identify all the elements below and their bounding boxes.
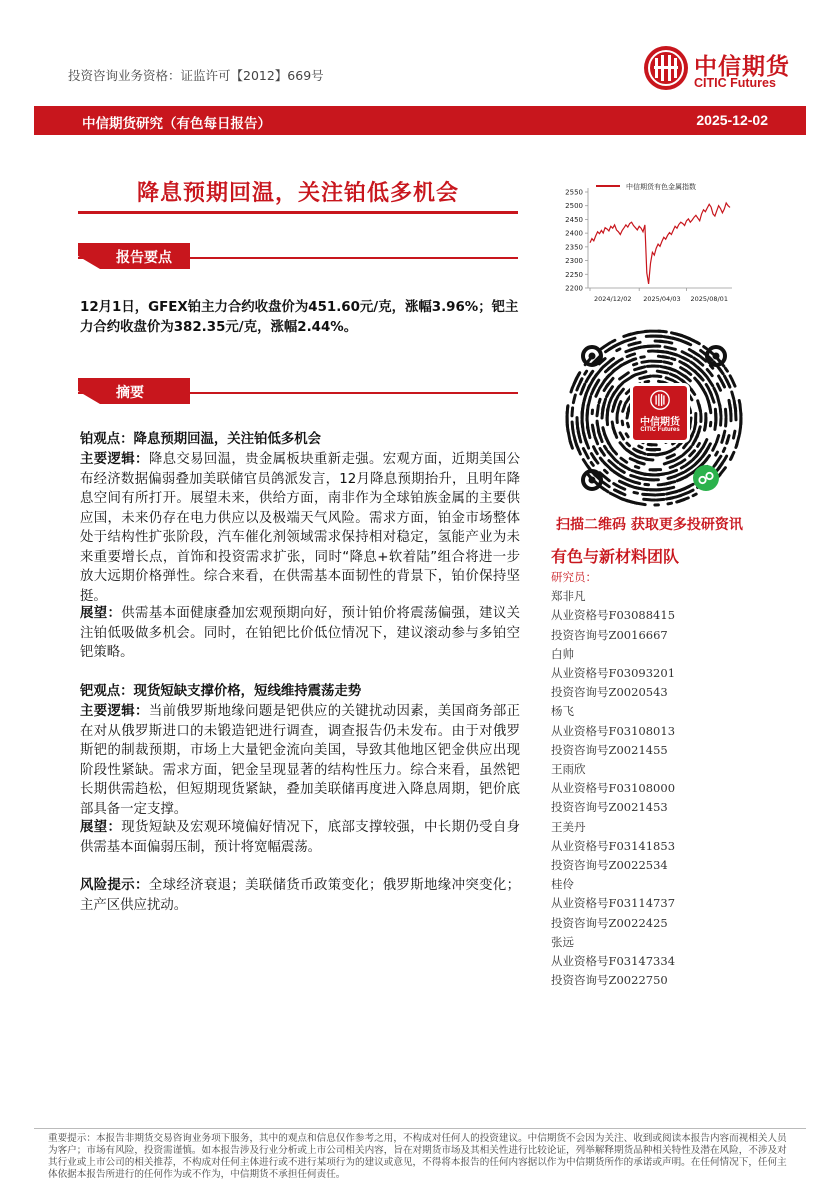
qr-module — [669, 498, 673, 499]
palladium-outlook-label: 展望： — [80, 820, 121, 835]
platinum-view-heading: 铂观点：降息预期回温，关注铂低多机会 — [80, 430, 520, 450]
qr-module — [617, 407, 619, 414]
qr-module — [639, 446, 642, 448]
qr-module — [690, 451, 695, 456]
key-points-label: 报告要点 — [116, 247, 172, 267]
qr-module — [641, 357, 645, 358]
palladium-logic-label: 主要逻辑： — [80, 704, 149, 719]
qr-module — [677, 501, 680, 502]
researcher-name: 杨飞 — [551, 702, 675, 721]
qr-module — [713, 444, 716, 450]
researcher-advisory: 投资咨询号Z0021455 — [551, 741, 675, 760]
chart-y-tick-label: 2200 — [565, 285, 583, 293]
researcher-name: 王美丹 — [551, 818, 675, 837]
qr-module — [693, 494, 696, 496]
qr-module — [596, 390, 599, 396]
researcher-cert: 从业资格号F03088415 — [551, 606, 675, 625]
qr-module — [704, 452, 706, 455]
qr-module — [705, 427, 706, 430]
chart-legend-label: 中信期货有色金属指数 — [626, 182, 696, 191]
qr-module — [600, 449, 602, 452]
qr-module — [663, 331, 667, 332]
team-name: 有色与新材料团队 — [551, 544, 679, 567]
qr-module — [585, 371, 587, 374]
qr-module — [594, 447, 596, 450]
qr-module — [628, 423, 629, 427]
chart-y-tick-label: 2250 — [565, 271, 583, 279]
qr-module — [682, 352, 691, 357]
platinum-logic-text: 降息交易回温，贵金属板块重新走强。宏观方面，近期美国公布经济数据偏弱叠加美联储官员鸽派发言，12月降息预期抬升，且明年降息空间有所打开。展望未来，供给方面，南非作为全球铂族金属的主要供应国，未来仍存在电力供应以及极端天气风险。需求方面，铂金市场整体处于结构性扩张阶段，汽车催化剂领域需求保持相对稳定，氢能产业为未来重要增长点，首饰和投资需求扩张，同时“降息+软着陆”组合将进一步放大远期价格弹性。综合来看，在供需基本面韧性的背景下，铂价保持坚挺。 — [80, 452, 520, 604]
qr-module — [668, 363, 671, 364]
qr-module — [657, 494, 664, 495]
qr-module — [611, 359, 614, 361]
qr-module — [602, 359, 605, 361]
researcher-advisory: 投资咨询号Z0022750 — [551, 971, 675, 990]
risk-text: 全球经济衰退；美联储货币政策变化；俄罗斯地缘冲突变化；主产区供应扰动。 — [80, 878, 520, 913]
qr-module — [645, 381, 649, 382]
qr-module — [731, 456, 733, 459]
qr-finder-pattern — [589, 353, 596, 360]
qr-module — [630, 459, 640, 463]
qr-module — [647, 449, 651, 450]
qr-module — [644, 499, 651, 500]
qr-module — [693, 455, 698, 460]
logo-english-text: CITIC Futures — [694, 76, 776, 90]
platinum-logic-label: 主要逻辑： — [80, 452, 149, 467]
qr-module — [622, 421, 623, 425]
qr-module — [597, 405, 598, 416]
qr-module — [620, 373, 629, 379]
qr-module — [668, 478, 672, 479]
qr-module — [681, 466, 684, 468]
report-title: 降息预期回温，关注铂低多机会 — [78, 176, 518, 207]
qr-module — [701, 377, 703, 380]
palladium-outlook-text: 现货短缺及宏观环境偏好情况下，底部支撑较强，中长期仍受自身供需基本面偏弱压制，预计将宽幅震荡。 — [80, 820, 520, 855]
researcher-cert: 从业资格号F03093201 — [551, 664, 675, 683]
qr-module — [668, 342, 672, 343]
mini-program-icon — [693, 465, 719, 491]
qr-module — [620, 481, 626, 484]
qr-module — [688, 372, 691, 374]
researcher-cert: 从业资格号F03114737 — [551, 894, 675, 913]
qr-module — [676, 456, 682, 460]
logo-chinese-text: 中信期货 — [694, 48, 790, 81]
footer-divider — [34, 1128, 806, 1129]
summary-label: 摘要 — [116, 382, 144, 402]
report-series-label: 中信期货研究（有色每日报告） — [82, 112, 271, 132]
qr-module — [574, 435, 576, 442]
qr-module — [683, 358, 686, 360]
qr-module — [627, 443, 630, 446]
palladium-outlook-paragraph — [80, 818, 520, 857]
qr-module — [693, 352, 699, 356]
qr-module — [578, 373, 580, 376]
qr-module — [734, 431, 735, 438]
qr-module — [619, 359, 622, 361]
platinum-outlook-label: 展望： — [80, 606, 121, 621]
researcher-cert: 从业资格号F03147334 — [551, 952, 675, 971]
qr-module — [711, 352, 714, 354]
qr-module — [567, 406, 568, 410]
qr-module — [670, 466, 673, 467]
qr-module — [605, 470, 608, 472]
qr-module — [736, 409, 737, 420]
researcher-advisory: 投资咨询号Z0022425 — [551, 914, 675, 933]
researcher-name: 张远 — [551, 933, 675, 952]
qr-module — [664, 460, 674, 464]
qr-module — [690, 397, 692, 400]
chart-y-tick-label: 2350 — [565, 243, 583, 251]
qr-module — [725, 368, 727, 371]
chart-x-tick-label: 2025/04/03 — [643, 295, 680, 303]
chart-y-tick-label: 2400 — [565, 230, 583, 238]
citic-logo-icon — [649, 389, 671, 411]
researcher-cert: 从业资格号F03108000 — [551, 779, 675, 798]
qr-module — [618, 468, 621, 470]
qr-module — [670, 353, 677, 355]
chart-series-line — [590, 203, 730, 284]
qr-module — [600, 458, 602, 461]
qr-module — [582, 387, 583, 390]
qr-module — [644, 376, 651, 377]
qr-module — [723, 448, 725, 451]
qr-module — [717, 436, 719, 443]
qr-module — [619, 389, 623, 395]
qr-module — [631, 475, 641, 478]
qr-module — [591, 463, 593, 466]
qr-module — [615, 396, 618, 402]
chart-y-tick-label: 2300 — [565, 257, 583, 265]
qr-center-cn: 中信期货 — [633, 413, 687, 428]
researcher-name: 王雨欣 — [551, 760, 675, 779]
qr-module — [680, 478, 683, 480]
qr-module — [697, 361, 702, 366]
qr-module — [720, 409, 721, 416]
palladium-logic-paragraph — [80, 702, 520, 819]
qr-module — [668, 503, 672, 504]
citic-logo-icon — [642, 44, 690, 92]
qr-module — [632, 359, 635, 360]
qr-module — [639, 367, 642, 368]
qr-module — [608, 405, 610, 412]
qr-center-logo — [630, 383, 690, 443]
qr-module — [672, 359, 675, 360]
qr-module — [710, 373, 712, 376]
researcher-name: 桂伶 — [551, 875, 675, 894]
qr-module — [591, 371, 593, 374]
qr-module — [690, 409, 691, 413]
qr-module — [648, 444, 652, 445]
qr-module — [729, 384, 730, 387]
qr-module — [727, 440, 728, 443]
qr-module — [623, 466, 626, 468]
qr-module — [620, 433, 623, 439]
qr-module — [599, 399, 600, 402]
researcher-name: 白帅 — [551, 645, 675, 664]
chart-y-tick-label: 2500 — [565, 202, 583, 210]
qr-module — [620, 443, 625, 448]
qr-module — [670, 470, 677, 472]
qr-module — [633, 342, 640, 344]
qr-module — [732, 392, 734, 399]
researcher-cert: 从业资格号F03108013 — [551, 722, 675, 741]
qr-module — [722, 436, 724, 443]
qr-module — [715, 422, 716, 429]
qr-module — [726, 409, 727, 416]
qr-module — [626, 434, 628, 437]
qr-module — [685, 342, 688, 343]
qr-module — [683, 450, 688, 455]
qr-module — [612, 340, 615, 342]
qr-module — [588, 397, 591, 407]
risk-paragraph — [80, 876, 520, 915]
qr-module — [636, 372, 646, 375]
qr-module — [603, 399, 606, 409]
researcher-cert: 从业资格号F03141853 — [551, 837, 675, 856]
qr-module — [626, 449, 632, 453]
qr-module — [666, 378, 673, 381]
qr-module — [631, 354, 634, 355]
qr-module — [574, 395, 575, 398]
mini-program-glyph-icon — [693, 465, 719, 491]
qr-finder-pattern — [713, 353, 720, 360]
qr-module — [685, 468, 691, 472]
chart-y-tick-label: 2450 — [565, 216, 583, 224]
researcher-advisory: 投资咨询号Z0021453 — [551, 798, 675, 817]
qr-module — [667, 492, 677, 495]
qr-module — [660, 341, 667, 342]
qr-module — [696, 342, 699, 344]
palladium-logic-text: 当前俄罗斯地缘问题是钯供应的关键扰动因素，美国商务部正在对从俄罗斯进口的未锻造钯进行调查，调查报告仍未发布。由于对俄罗斯钯的制裁预期，市场上大量钯金流向美国，导致其他地区钯金供应出现阶段性紧缺。需求方面，钯金呈现显著的结构性压力。综合来看，虽然钯长期供需趋松，但短期现货紧缺，叠加美联储再度进入降息周期，钯价底部具备一定支撑。 — [80, 704, 520, 817]
qr-module — [686, 461, 692, 465]
palladium-view-heading: 钯观点：现货短缺支撑价格，短线维持震荡走势 — [80, 682, 520, 702]
qr-module — [691, 389, 693, 392]
platinum-outlook-text: 供需基本面健康叠加宏观预期向好，预计铂价将震荡偏强，建议关注铂低吸做多机会。同时，在铂钯比价低位情况下，建议滚动参与多铂空钯策略。 — [80, 606, 520, 660]
qr-module — [685, 376, 690, 381]
qr-module — [740, 427, 741, 434]
qr-module — [642, 361, 649, 362]
qr-center-en: CITIC Futures — [633, 427, 687, 433]
researcher-advisory: 投资咨询号Z0020543 — [551, 683, 675, 702]
qr-module — [632, 471, 642, 474]
qr-module — [717, 384, 720, 390]
qr-module — [665, 347, 675, 349]
qr-module — [704, 347, 707, 349]
report-date: 2025-12-02 — [696, 112, 768, 128]
researcher-list — [551, 568, 675, 990]
key-points-text: 12月1日，GFEX铂主力合约收盘价为451.60元/克，涨幅3.96%；钯主力合约收盘价为382.35元/克，涨幅2.44%。 — [80, 298, 520, 337]
qr-module — [681, 368, 687, 372]
qr-module — [572, 422, 573, 429]
disclaimer-text: 重要提示：本报告非期货交易咨询业务项下服务，其中的观点和信息仅作参考之用，不构成对任何人的投资建议。中信期货不会因为关注、收到或阅读本报告内容而视相关人员为客户；市场有风险，投资需谨慎。如本报告涉及行业分析或上市公司相关内容，旨在对期货市场及其相关性进行比较论证，列举解释期货品种相关特性及潜在风险，不涉及对其行业或上市公司的相关推荐，不构成对任何主体进行或不进行某项行为的建议或意见，不得将本报告的任何内容据以作为中信期货所作的承诺或声明。在任何情况下，任何主体依据本报告所进行的任何作为或不作为，中信期货不承担任何责任。 — [48, 1133, 788, 1181]
title-underline — [78, 211, 518, 214]
license-text: 投资咨询业务资格：证监许可【2012】669号 — [68, 66, 324, 84]
qr-module — [618, 383, 623, 388]
qr-module — [614, 484, 617, 486]
qr-module — [580, 379, 582, 382]
chart-x-tick-label: 2024/12/02 — [594, 295, 631, 303]
qr-module — [732, 380, 735, 386]
qr-module — [634, 449, 637, 451]
qr-module — [605, 446, 607, 449]
qr-module — [615, 490, 621, 493]
qr-module — [720, 369, 722, 372]
researcher-advisory: 投资咨询号Z0016667 — [551, 626, 675, 645]
qr-module — [604, 483, 610, 487]
researcher-advisory: 投资咨询号Z0022534 — [551, 856, 675, 875]
qr-module — [612, 422, 613, 429]
chart-y-tick-label: 2550 — [565, 189, 583, 197]
qr-module — [595, 437, 598, 444]
qr-module — [595, 380, 599, 386]
qr-finder-pattern — [589, 477, 596, 484]
qr-module — [634, 492, 638, 493]
qr-module — [698, 443, 700, 446]
qr-module — [635, 467, 638, 468]
index-line-chart — [548, 178, 738, 313]
qr-module — [610, 493, 620, 498]
qr-module — [625, 338, 635, 341]
qr-module — [621, 458, 627, 462]
qr-module — [699, 405, 700, 412]
qr-module — [710, 409, 711, 413]
chart-x-tick-label: 2025/08/01 — [690, 295, 727, 303]
qr-module — [736, 444, 737, 447]
qr-module — [657, 499, 664, 500]
platinum-logic-paragraph — [80, 450, 520, 606]
qr-module — [593, 428, 594, 432]
qr-module — [723, 384, 725, 387]
qr-module — [663, 357, 667, 358]
qr-module — [623, 405, 625, 412]
qr-caption: 扫描二维码 获取更多投研资讯 — [556, 514, 743, 534]
qr-module — [604, 343, 610, 347]
qr-module — [609, 387, 613, 393]
qr-module — [617, 349, 620, 351]
qr-module — [657, 371, 667, 373]
platinum-outlook-paragraph — [80, 604, 520, 663]
qr-module — [619, 402, 620, 405]
qr-module — [675, 462, 681, 465]
qr-module — [603, 428, 604, 431]
qr-module — [591, 454, 595, 460]
researcher-name: 郑非凡 — [551, 587, 675, 606]
qr-module — [583, 449, 588, 459]
risk-label: 风险提示： — [80, 878, 149, 893]
qr-module — [634, 364, 637, 365]
qr-module — [716, 452, 718, 455]
qr-module — [710, 392, 714, 402]
researchers-label: 研究员： — [551, 568, 675, 587]
qr-module — [667, 457, 670, 458]
qr-module — [583, 460, 587, 466]
qr-module — [657, 376, 661, 377]
